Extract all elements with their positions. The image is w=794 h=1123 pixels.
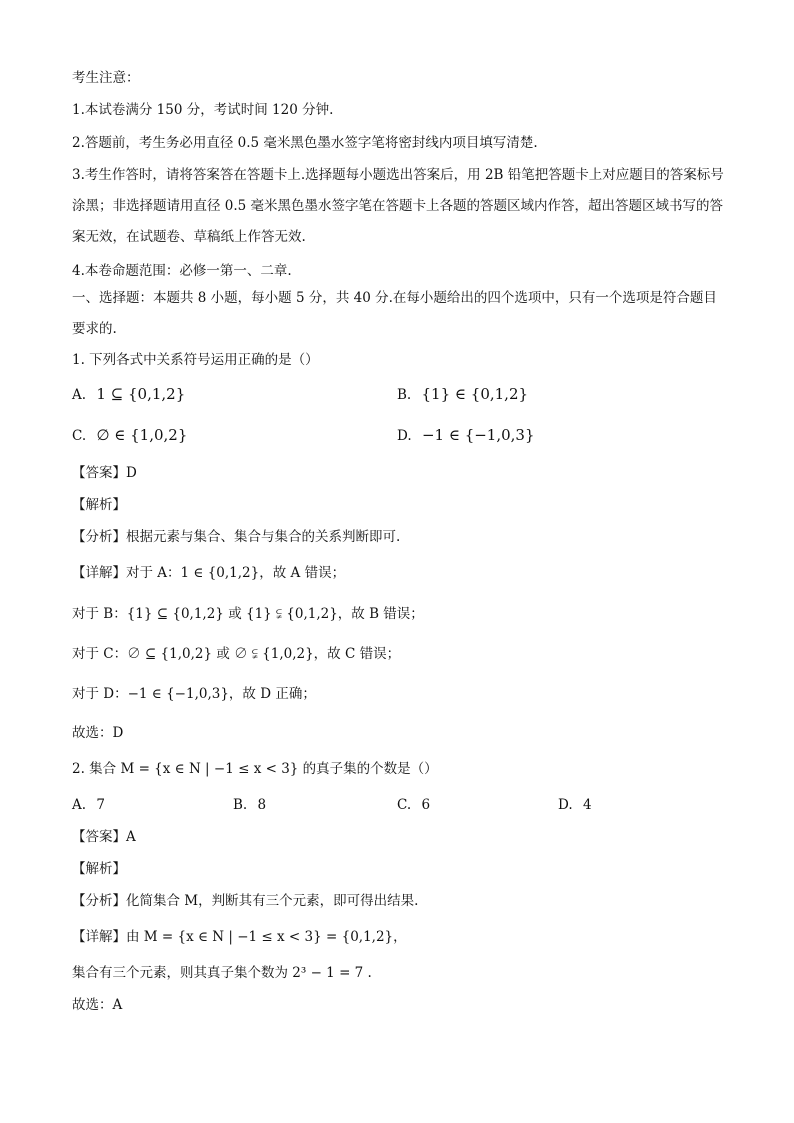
- fenxi-text: 根据元素与集合、集合与集合的关系判断即可.: [126, 529, 401, 545]
- xiangjie-tag: 【详解】: [72, 929, 126, 945]
- option-text: 6: [421, 797, 431, 813]
- fenxi-text: 化简集合 M，判断其有三个元素，即可得出结果.: [126, 893, 419, 909]
- option-label: A.: [72, 797, 87, 813]
- q2-answer: [72, 827, 732, 847]
- q1-detail-a: [72, 563, 732, 583]
- detail-text: 对于 A：1 ∈ {0,1,2}，故 A 错误；: [126, 565, 346, 581]
- q2-option-a: [72, 795, 105, 815]
- q1-detail-b: 对于 B：{1} ⊆ {0,1,2} 或 {1} ⫋ {0,1,2}，故 B 错误；: [72, 606, 424, 622]
- q1-option-a: [72, 384, 185, 405]
- fenxi-tag: 【分析】: [72, 893, 126, 909]
- answer-tag: 【答案】: [72, 465, 126, 481]
- option-label: B.: [397, 387, 412, 403]
- fenxi-tag: 【分析】: [72, 529, 126, 545]
- section-heading: 一、选择题：本题共 8 小题，每小题 5 分，共 40 分.在每小题给出的四个选项中，只有一个选项是符合题目要求的.: [72, 290, 717, 337]
- q2-option-b: [233, 795, 266, 815]
- answer-value: D: [126, 465, 137, 481]
- q2-detail-2: 集合有三个元素，则其真子集个数为 2³ − 1 = 7 .: [72, 965, 372, 981]
- option-label: D.: [558, 797, 573, 813]
- xiangjie-tag: 【详解】: [72, 565, 126, 581]
- option-text: 4: [582, 797, 592, 813]
- notice-item-4: 4.本卷命题范围：必修一第一、二章.: [72, 263, 292, 279]
- notice-item-3: 3.考生作答时，请将答案答在答题卡上.选择题每小题选出答案后，用 2B 铅笔把答题卡上对应题目的答案标号涂黑；非选择题请用直径 0.5 毫米黑色墨水签字笔在答题卡上各题的答题区域内作答，超出答题区域书写的答案无效，在试题卷、草稿纸上作答无效.: [72, 167, 724, 245]
- option-text: 1 ⊆ {0,1,2}: [96, 385, 186, 403]
- option-label: C.: [72, 428, 87, 444]
- q2-detail-1: [72, 927, 732, 947]
- q2-option-c: [397, 795, 430, 815]
- notice-item-1: 1.本试卷满分 150 分，考试时间 120 分钟.: [72, 102, 334, 118]
- answer-tag: 【答案】: [72, 829, 126, 845]
- option-label: C.: [397, 797, 412, 813]
- option-text: {1} ∈ {0,1,2}: [421, 385, 529, 403]
- option-text: ∅ ∈ {1,0,2}: [96, 426, 188, 444]
- q1-answer: [72, 463, 732, 483]
- notice-title: 考生注意：: [72, 70, 140, 86]
- q2-analysis-tag: [72, 859, 732, 879]
- option-label: A.: [72, 387, 87, 403]
- detail-text: 由 M = {x ∈ N | −1 ≤ x < 3} = {0,1,2}，: [126, 929, 407, 945]
- q1-analysis-tag: [72, 495, 732, 515]
- q1-detail-d: 对于 D：−1 ∈ {−1,0,3}，故 D 正确；: [72, 686, 316, 702]
- q1-choose: 故选：D: [72, 725, 124, 741]
- analysis-tag: 【解析】: [72, 497, 126, 513]
- notice-item-2: 2.答题前，考生务必用直径 0.5 毫米黑色墨水签字笔将密封线内项目填写清楚.: [72, 135, 538, 151]
- option-text: 8: [257, 797, 267, 813]
- q1-fenxi: [72, 527, 732, 547]
- q1-option-c: [72, 425, 187, 446]
- answer-value: A: [126, 829, 136, 845]
- q2-fenxi: [72, 891, 732, 911]
- option-label: D.: [397, 428, 412, 444]
- q2-choose: 故选：A: [72, 997, 123, 1013]
- q1-option-d: [397, 425, 535, 446]
- q2-option-d: [558, 795, 592, 815]
- option-text: −1 ∈ {−1,0,3}: [421, 426, 535, 444]
- q1-detail-c: 对于 C：∅ ⊆ {1,0,2} 或 ∅ ⫋ {1,0,2}，故 C 错误；: [72, 646, 401, 662]
- q2-stem: 2. 集合 M = {x ∈ N | −1 ≤ x < 3} 的真子集的个数是（）: [72, 761, 438, 777]
- analysis-tag: 【解析】: [72, 861, 126, 877]
- q1-option-b: [397, 384, 528, 405]
- q1-stem: 1. 下列各式中关系符号运用正确的是（）: [72, 352, 319, 368]
- option-label: B.: [233, 797, 248, 813]
- option-text: 7: [96, 797, 105, 813]
